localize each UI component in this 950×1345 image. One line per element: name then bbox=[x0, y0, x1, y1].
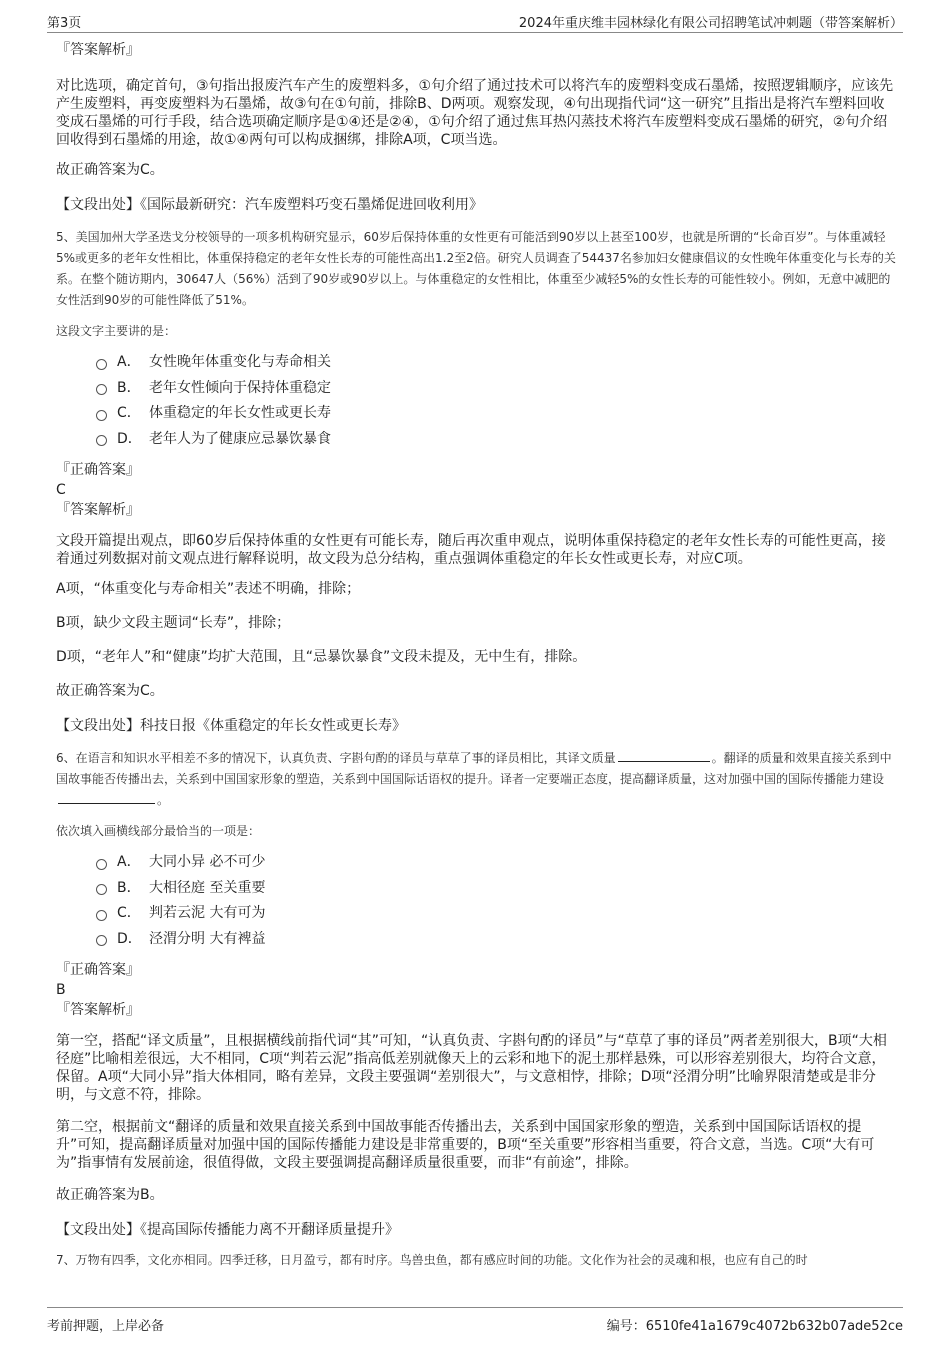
conclusion: 故正确答案为B。 bbox=[56, 1187, 164, 1203]
correct-answer: B bbox=[56, 982, 66, 998]
analysis-paragraph: 文段开篇提出观点，即60岁后保持体重的女性更有可能长寿，随后再次重申观点，说明体重保持稳定的老年女性长寿的可能性更高，接着通过列数据对前文观点进行解释说明，故文段为总分结构，重点强调体重稳定的年长女性或更长寿，对应C项。 bbox=[56, 533, 886, 567]
analysis-label: 『答案解析』 bbox=[56, 1002, 140, 1018]
analysis-label: 『答案解析』 bbox=[56, 502, 140, 518]
option-b[interactable]: B． 大相径庭 至关重要 bbox=[96, 876, 896, 902]
analysis-paragraph: 对比选项，确定首句，③句指出报废汽车产生的废塑料多，①句介绍了通过技术可以将汽车的废塑料变成石墨烯，按照逻辑顺序，应该先产生废塑料，再变废塑料为石墨烯，故③句在①句前，排除B、D两项。观察发现，④句出现指代词“这一研究”且指出是将汽车塑料回收变成石墨烯的可行手段，结合选项确定顺序是①④还是②④，①句介绍了通过焦耳热闪蒸技术将汽车废塑料变成石墨烯的研究，②句介绍回收得到石墨烯的用途，故①④两句可以构成捆绑，排除A项，C项当选。 bbox=[56, 78, 894, 148]
fill-blank-1[interactable] bbox=[618, 749, 710, 762]
radio-icon[interactable] bbox=[96, 410, 107, 421]
question-stem: 6、在语言和知识水平相差不多的情况下，认真负责、字斟句酌的译员与草草了事的译员相比，其译文质量 。翻译的质量和效果直接关系到中国故事能否传播出去，关系到中国国家形象的塑造，关系到中国国际话语权的提升。译者一定要端正态度，提高翻译质量，这对加强中国的国际传播能力建设。 bbox=[56, 751, 892, 807]
page-content bbox=[56, 40, 896, 1271]
document-title: 2024年重庆维丰园林绿化有限公司招聘笔试冲刺题（带答案解析） bbox=[518, 16, 903, 31]
footer-serial: 编号：6510fe41a1679c4072b632b07ade52ce bbox=[606, 1319, 903, 1334]
analysis-paragraph: 第二空，根据前文“翻译的质量和效果直接关系到中国故事能否传播出去，关系到中国国家形象的塑造，关系到中国国际话语权的提升”可知，提高翻译质量对加强中国的国际传播能力建设是非常重要的，B项“至关重要”形容相当重要，符合文意，当选。C项“大有可为”指事情有发展前途，很值得做，文段主要强调提高翻译质量很重要，而非“有前途”，排除。 bbox=[56, 1119, 875, 1171]
analysis-paragraph: D项，“老年人”和“健康”均扩大范围，且“忌暴饮暴食”文段未提及，无中生有，排除。 bbox=[56, 649, 587, 665]
source-citation: 【文段出处】《提高国际传播能力离不开翻译质量提升》 bbox=[56, 1222, 399, 1238]
question-prompt: 这段文字主要讲的是： bbox=[56, 324, 177, 338]
radio-icon[interactable] bbox=[96, 435, 107, 446]
question-stem: 5、美国加州大学圣迭戈分校领导的一项多机构研究显示，60岁后保持体重的女性更有可能活到90岁以上甚至100岁，也就是所谓的“长命百岁”。与体重减轻5%或更多的老年女性相比，体重保持稳定的老年女性长寿的可能性高出1.2至2倍。研究人员调查了54437名参加妇女健康倡议的女性晚年体重变化与长寿的关系。在整个随访期内，30647人（56%）活到了90岁或90岁以上。与体重稳定的女性相比，体重至少减轻5%的女性长寿的可能性较小。例如，无意中减肥的女性活到90岁的可能性降低了51%。 bbox=[56, 230, 896, 307]
option-c[interactable]: C． 判若云泥 大有可为 bbox=[96, 901, 896, 927]
options-list bbox=[96, 850, 896, 952]
analysis-label: 『答案解析』 bbox=[56, 42, 140, 58]
radio-icon[interactable] bbox=[96, 884, 107, 895]
correct-answer-label: 『正确答案』 bbox=[56, 462, 140, 478]
radio-icon[interactable] bbox=[96, 935, 107, 946]
source-citation: 【文段出处】科技日报《体重稳定的年长女性或更长寿》 bbox=[56, 718, 406, 734]
fill-blank-2[interactable] bbox=[58, 791, 155, 804]
question-prompt: 依次填入画横线部分最恰当的一项是： bbox=[56, 824, 261, 838]
correct-answer: C bbox=[56, 482, 66, 498]
question-5 bbox=[56, 227, 896, 736]
correct-answer-label: 『正确答案』 bbox=[56, 962, 140, 978]
analysis-paragraph: 第一空，搭配“译文质量”，且根据横线前指代词“其”可知，“认真负责、字斟句酌的译员”与“草草了事的译员”两者差别很大，B项“大相径庭”比喻相差很远，大不相同，C项“判若云泥”指高低差别就像天上的云彩和地下的泥土那样悬殊，可以形容差别很大，均符合文意，保留。A项“大同小异”指大体相同，略有差异，文段主要强调“差别很大”，与文意相悖，排除；D项“泾渭分明”比喻界限清楚或是非分明，与文意不符，排除。 bbox=[56, 1033, 887, 1103]
option-a[interactable]: A． 女性晚年体重变化与寿命相关 bbox=[96, 350, 896, 376]
radio-icon[interactable] bbox=[96, 859, 107, 870]
footer-slogan: 考前押题，上岸必备 bbox=[47, 1319, 165, 1334]
analysis-paragraph: A项，“体重变化与寿命相关”表述不明确，排除； bbox=[56, 581, 361, 597]
question-4-tail bbox=[56, 40, 896, 215]
option-d[interactable]: D． 泾渭分明 大有裨益 bbox=[96, 927, 896, 953]
question-6 bbox=[56, 748, 896, 1240]
page-footer bbox=[47, 1307, 903, 1338]
radio-icon[interactable] bbox=[96, 910, 107, 921]
radio-icon[interactable] bbox=[96, 359, 107, 370]
source-citation: 【文段出处】《国际最新研究：汽车废塑料巧变石墨烯促进回收利用》 bbox=[56, 197, 483, 213]
question-7 bbox=[56, 1250, 896, 1271]
question-stem: 7、万物有四季，文化亦相同。四季迁移，日月盈亏，都有时序。鸟兽虫鱼，都有感应时间的功能。文化作为社会的灵魂和根，也应有自己的时 bbox=[56, 1253, 808, 1267]
option-a[interactable]: A． 大同小异 必不可少 bbox=[96, 850, 896, 876]
options-list bbox=[96, 350, 896, 452]
option-d[interactable]: D． 老年人为了健康应忌暴饮暴食 bbox=[96, 427, 896, 453]
page-number: 第3页 bbox=[47, 16, 82, 31]
option-c[interactable]: C． 体重稳定的年长女性或更长寿 bbox=[96, 401, 896, 427]
conclusion: 故正确答案为C。 bbox=[56, 683, 164, 699]
radio-icon[interactable] bbox=[96, 384, 107, 395]
page-header bbox=[47, 10, 903, 33]
analysis-paragraph: B项，缺少文段主题词“长寿”，排除； bbox=[56, 615, 291, 631]
conclusion: 故正确答案为C。 bbox=[56, 162, 164, 178]
option-b[interactable]: B． 老年女性倾向于保持体重稳定 bbox=[96, 376, 896, 402]
